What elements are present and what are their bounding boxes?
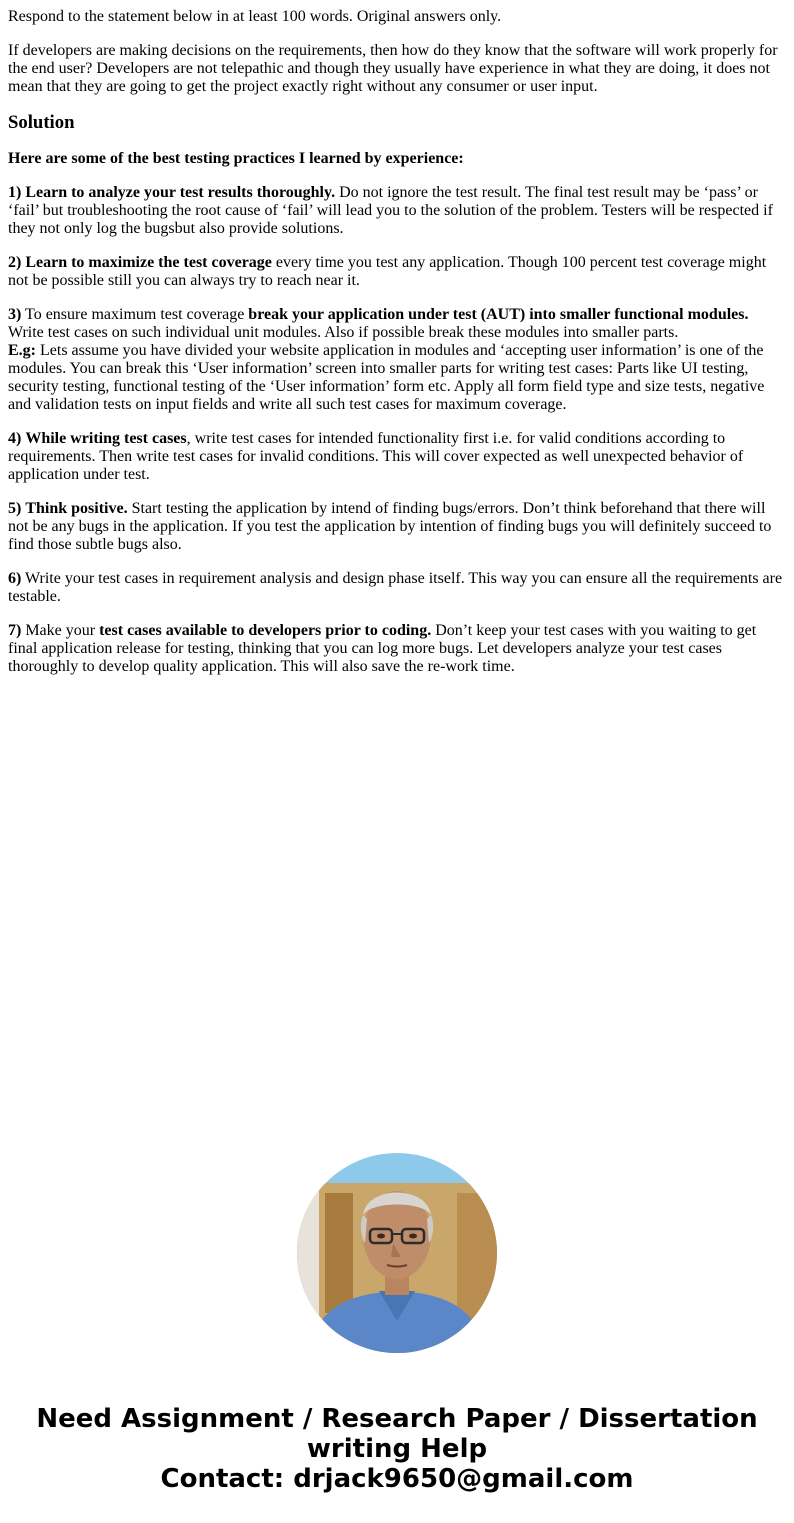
footer-contact — [0, 1404, 794, 1494]
practice-text: every time you test any application. Though 100 percent test coverage might not be possible still you can always try to reach near it. — [8, 254, 767, 289]
practice-item-6 — [8, 570, 786, 606]
prompt-instruction: Respond to the statement below in at least 100 words. Original answers only. — [8, 8, 502, 25]
footer-contact-email: Contact: drjack9650@gmail.com — [160, 1464, 634, 1494]
practice-title: Learn to analyze your test results thoroughly. — [25, 184, 336, 201]
practice-title: Think positive. — [25, 500, 128, 517]
practice-pre: To ensure maximum test coverage — [21, 306, 249, 323]
practice-item-5 — [8, 500, 786, 554]
document-body — [8, 8, 786, 692]
practice-item-1 — [8, 184, 786, 238]
practice-title: While writing test cases — [25, 430, 187, 447]
practice-title: Learn to maximize the test coverage — [25, 254, 272, 271]
practice-text: Don’t keep your test cases with you waiting to get final application release for testing, thinking that you can log more bugs. Let developers analyze your test cases thoroughly to develop quality application. This will also save the re-work time. — [8, 622, 757, 675]
practice-pre: Make your — [21, 622, 100, 639]
practice-number: 5) — [8, 500, 22, 517]
practice-number: 2) — [8, 254, 22, 271]
solution-heading: Solution — [8, 112, 75, 133]
practice-item-4 — [8, 430, 786, 484]
practice-title: break your application under test (AUT) into smaller functional modules. — [248, 306, 749, 323]
practice-number: 3) — [8, 306, 22, 323]
practice-text: Write test cases on such individual unit modules. Also if possible break these modules into smaller parts. — [8, 324, 679, 341]
solution-intro: Here are some of the best testing practices I learned by experience: — [8, 150, 464, 167]
author-avatar — [297, 1153, 497, 1353]
practice-text: Write your test cases in requirement analysis and design phase itself. This way you can ensure all the requirements are testable. — [8, 570, 783, 605]
practice-number: 6) — [8, 570, 22, 587]
practice-item-7 — [8, 622, 786, 676]
prompt-statement: If developers are making decisions on the requirements, then how do they know that the software will work properly for the end user? Developers are not telepathic and though they usually have experience in what they are doing, it does not mean that they are going to get the project exactly right without any consumer or user input. — [8, 42, 778, 95]
practice-number: 1) — [8, 184, 22, 201]
example-text: Lets assume you have divided your website application in modules and ‘accepting user information’ is one of the modules. You can break this ‘User information’ screen into smaller parts for writing test cases: Parts like UI testing, security testing, functional testing of the ‘User information’ form etc. Apply all form field type and size tests, negative and validation tests on input fields and write all such test cases for maximum coverage. — [8, 342, 765, 413]
footer-line-2: writing Help — [306, 1434, 488, 1464]
practice-number: 7) — [8, 622, 22, 639]
example-label: E.g: — [8, 342, 36, 359]
footer-line-1: Need Assignment / Research Paper / Dissertation — [36, 1404, 758, 1434]
practice-text: Start testing the application by intend of finding bugs/errors. Don’t think beforehand that there will not be any bugs in the application. If you test the application by intention of finding bugs you will definitely succeed to find those subtle bugs also. — [8, 500, 772, 553]
author-portrait-image — [297, 1153, 497, 1353]
practice-item-2 — [8, 254, 786, 290]
practice-text: , write test cases for intended functionality first i.e. for valid conditions according to requirements. Then write test cases for invalid conditions. This will cover expected as well unexpected behavior of application under test. — [8, 430, 744, 483]
practice-title: test cases available to developers prior to coding. — [99, 622, 432, 639]
practice-item-3 — [8, 306, 786, 414]
practice-number: 4) — [8, 430, 22, 447]
practice-text: Do not ignore the test result. The final test result may be ‘pass’ or ‘fail’ but troubleshooting the root cause of ‘fail’ will lead you to the solution of the problem. Testers will be respected if they not only log the bugsbut also provide solutions. — [8, 184, 773, 237]
